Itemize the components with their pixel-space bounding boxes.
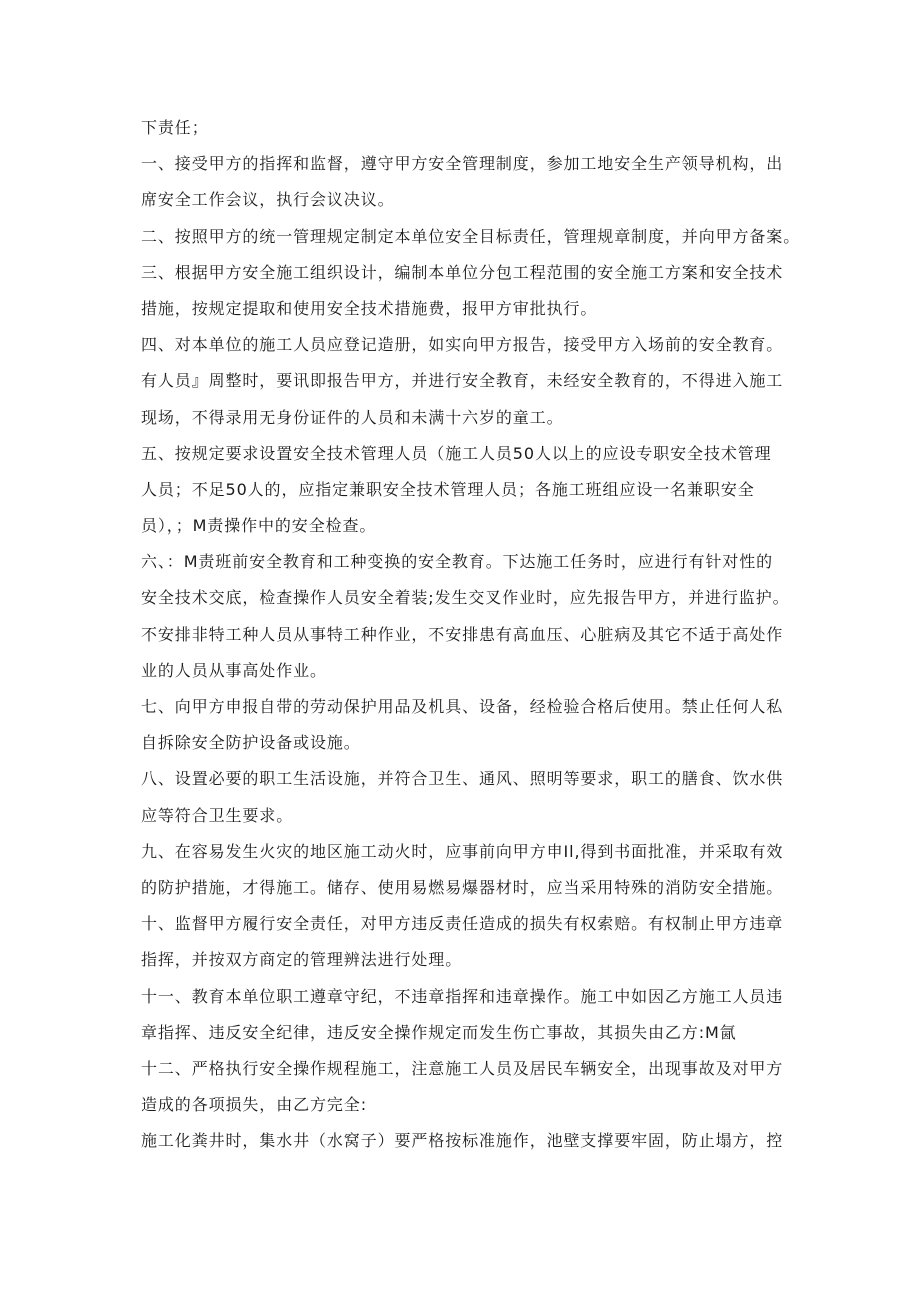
text-line: 不安排非特工种人员从事特工种作业，不安排患有高血压、心脏病及其它不适于高处作 <box>141 624 784 644</box>
text-line: 八、设置必要的职工生活设施，并符合卫生、通风、照明等要求，职工的膳食、饮水供 <box>141 769 784 789</box>
text-line: 十、监督甲方履行安全责任，对甲方违反责任造成的损失有权索赔。有权制止甲方违章 <box>141 914 784 934</box>
text-line: 造成的各项损失，由乙方完全: <box>141 1095 367 1115</box>
text-line: 十二、严格执行安全操作规程施工，注意施工人员及居民车辆安全，出现事故及对甲方 <box>141 1058 784 1078</box>
text-line: 席安全工作会议，执行会议决议。 <box>141 190 395 210</box>
text-line: 下责任； <box>141 118 209 137</box>
text-line: 措施，按规定提取和使用安全技术措施费，报甲方审批执行。 <box>141 298 598 318</box>
text-line: 三、根据甲方安全施工组织设计，编制本单位分包工程范围的安全施工方案和安全技术 <box>141 262 784 282</box>
text-line: 人员；不足50人的，应指定兼职安全技术管理人员；各施工班组应设一名兼职安全 <box>141 479 755 499</box>
text-line: 五、按规定要求设置安全技术管理人员（施工人员50人以上的应设专职安全技术管理 <box>141 443 772 463</box>
text-line: 二、按照甲方的统一管理规定制定本单位安全目标责任，管理规章制度，并向甲方备案。 <box>141 226 801 246</box>
text-line: 四、对本单位的施工人员应登记造册，如实向甲方报告，接受甲方入场前的安全教育。 <box>141 335 784 355</box>
text-line: 章指挥、违反安全纪律，违反安全操作规定而发生伤亡事故，其损失由乙方:M氤 <box>141 1022 737 1042</box>
text-line: 十一、教育本单位职工遵章守纪，不违章指挥和违章操作。施工中如因乙方施工人员违 <box>141 986 784 1006</box>
text-line: 的防护措施，才得施工。储存、使用易燃易爆器材时，应当采用特殊的消防安全措施。 <box>141 877 784 897</box>
text-line: 六、：M责班前安全教育和工种变换的安全教育。下达施工任务时，应进行有针对性的 <box>141 552 774 572</box>
text-line: 九、在容易发生火灾的地区施工动火时，应事前向甲方申Il,得到书面批准，并采取有效 <box>141 841 784 861</box>
text-line: 员），；M责操作中的安全检查。 <box>141 516 377 536</box>
text-line: 应等符合卫生要求。 <box>141 805 294 825</box>
text-line: 施工化粪井时，集水井（水窝子）要严格按标准施作，池壁支撑要牢固，防止塌方，控 <box>141 1131 784 1151</box>
text-line: 业的人员从事高处作业。 <box>141 660 327 680</box>
text-line: 安全技术交底，检查操作人员安全着装;发生交叉作业时，应先报告甲方，并进行监护。 <box>141 588 790 608</box>
text-line: 自拆除安全防护设备或设施。 <box>141 733 361 753</box>
text-line: 七、向甲方申报自带的劳动保护用品及机具、设备，经检验合格后使用。禁止任何人私 <box>141 697 784 716</box>
text-line: 有人员』周整时，要讯即报告甲方，并进行安全教育，未经安全教育的，不得进入施工 <box>141 371 784 391</box>
text-line: 一、接受甲方的指挥和监督，遵守甲方安全管理制度，参加工地安全生产领导机构，出 <box>141 154 784 174</box>
text-line: 现场，不得录用无身份证件的人员和未满十六岁的童工。 <box>141 407 564 427</box>
text-line: 指挥，并按双方商定的管理辨法进行处理。 <box>141 950 463 970</box>
document-body <box>141 110 801 1159</box>
